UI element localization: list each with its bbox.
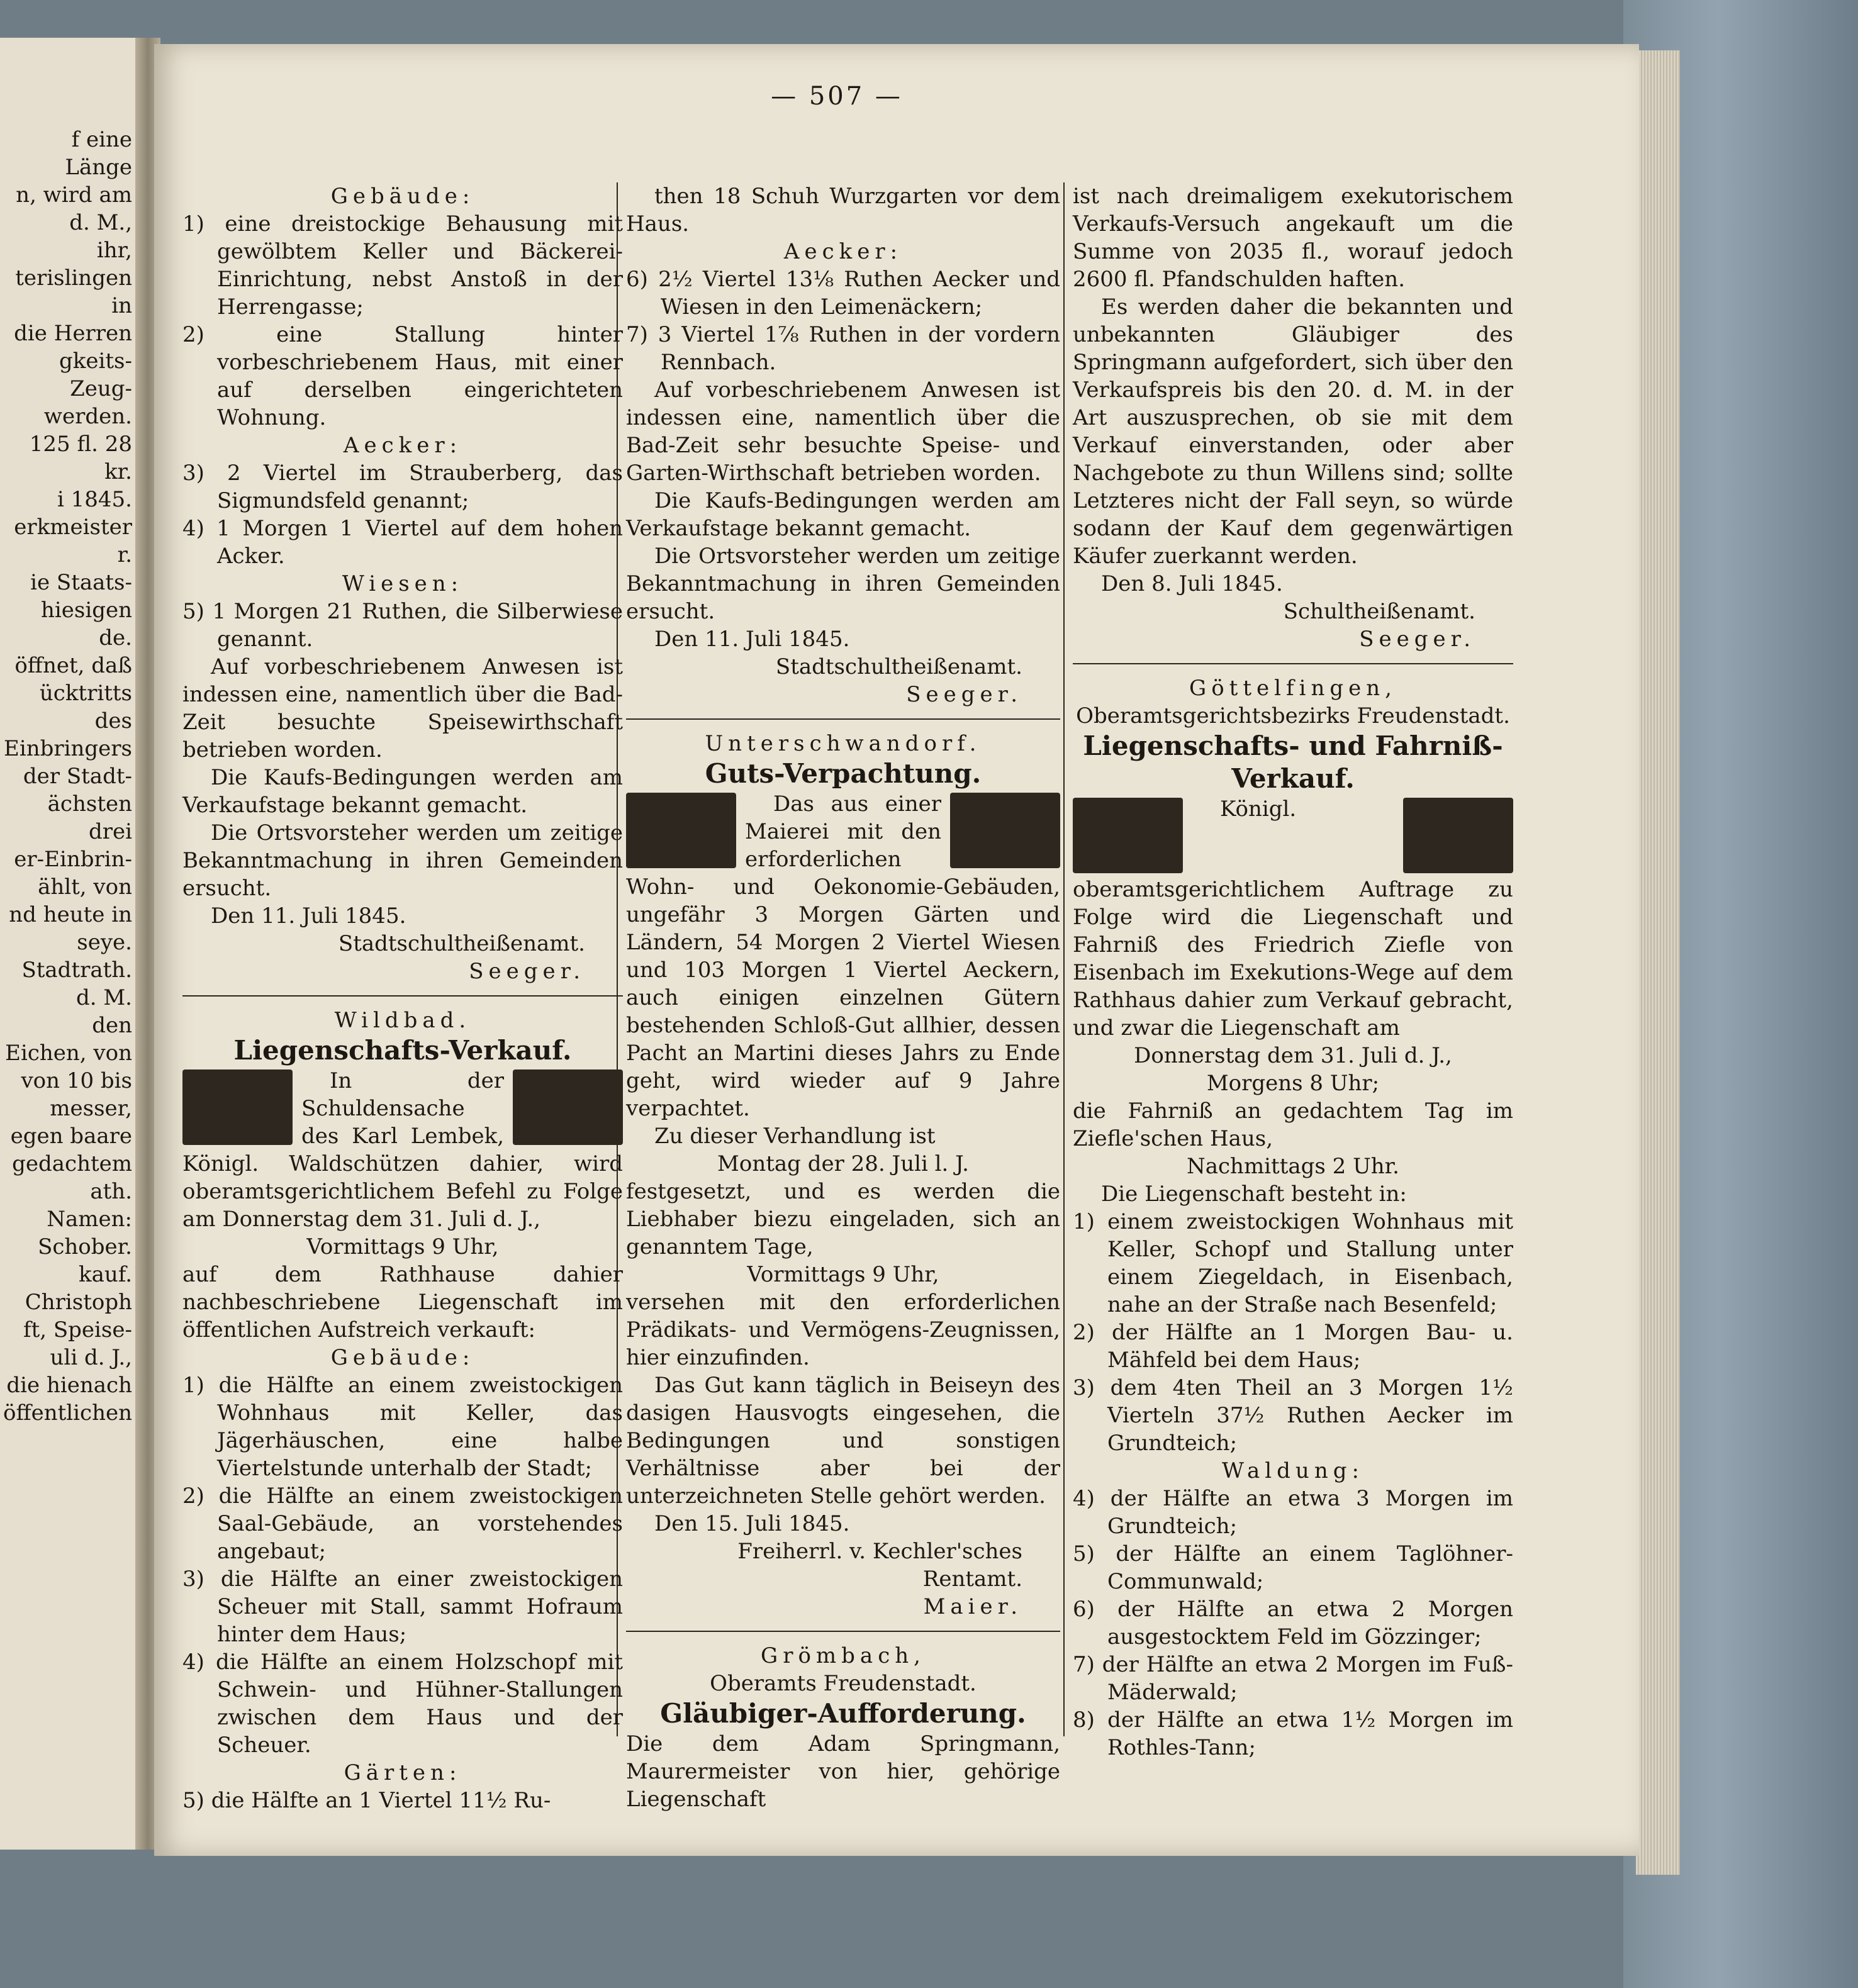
left-fragment-line: kauf. xyxy=(79,1262,132,1287)
office-line: Rentamt. xyxy=(922,1566,1022,1592)
left-fragment-line: gkeits-Zeug- xyxy=(59,349,132,401)
house-vignette xyxy=(1073,798,1183,873)
paragraph: versehen mit den erforderlichen Prädikats- und Vermögens-Zeugnissen, hier einzufinden. xyxy=(626,1290,1060,1370)
left-fragment-line: terislingen in xyxy=(15,265,132,318)
divider xyxy=(626,1631,1060,1632)
time-line: Vormittags 9 Uhr, xyxy=(306,1234,499,1259)
left-fragment-line: f eine Länge xyxy=(65,127,132,180)
divider xyxy=(1073,663,1513,664)
paragraph: then 18 Schuh Wurzgarten vor dem Haus. xyxy=(626,184,1060,237)
office-line: Stadtschultheißenamt. xyxy=(775,654,1022,679)
section-heading: Gärten: xyxy=(344,1760,462,1785)
date-line: Montag der 28. Juli l. J. xyxy=(717,1151,969,1176)
forest-vignette xyxy=(513,1069,623,1145)
left-fragment-line: von 10 bis xyxy=(21,1068,132,1093)
office-line: Freiherrl. v. Kechler'sches xyxy=(737,1539,1022,1564)
list-item: 5) 1 Morgen 21 Ruthen, die Silberwiese genannt. xyxy=(182,599,623,652)
left-fragment-line: Namen: xyxy=(47,1207,132,1232)
left-fragment-line: d. M., xyxy=(69,210,132,235)
list-item: 1) eine dreistockige Behausung mit gewölbtem Keller und Bäckerei-Einrichtung, nebst Anstoß in der Herrengasse; xyxy=(182,211,623,320)
list-item: 4) die Hälfte an einem Holzschopf mit Schwein- und Hühner-Stallungen zwischen dem Haus und der Scheuer. xyxy=(182,1650,623,1758)
date-line: Den 11. Juli 1845. xyxy=(211,903,406,929)
left-fragment-line: ächsten drei xyxy=(47,791,132,844)
paragraph: ist nach dreimaligem exekutorischem Verkaufs-Versuch angekauft um die Summe von 2035 fl., worauf jedoch 2600 fl. Pfandschulden haften. xyxy=(1073,184,1513,292)
left-fragment-line: ählt, von xyxy=(38,874,132,900)
left-fragment-line: den xyxy=(92,1013,132,1038)
left-fragment-line: ihr, xyxy=(96,238,132,263)
farm-vignette xyxy=(626,793,736,868)
time-line: Morgens 8 Uhr; xyxy=(1206,1071,1380,1096)
time-line: Vormittags 9 Uhr, xyxy=(747,1262,939,1287)
left-fragment-line: ft, Speise- xyxy=(23,1317,132,1343)
left-fragment-line: erkmeister xyxy=(14,515,132,540)
sub-heading: Oberamtsgerichtsbezirks Freudenstadt. xyxy=(1076,703,1510,729)
left-fragment-line: werden. xyxy=(43,404,132,429)
signature: Maier. xyxy=(923,1594,1022,1619)
left-fragment-line: die Herren xyxy=(14,321,132,346)
signature: Seeger. xyxy=(469,959,585,984)
page-edges xyxy=(1636,50,1680,1875)
paragraph: Die dem Adam Springmann, Maurermeister von hier, gehörige Liegenschaft xyxy=(626,1731,1060,1812)
section-heading: Waldung: xyxy=(1222,1458,1364,1483)
left-fragment-line: i 1845. xyxy=(57,487,132,512)
date-line: Den 8. Juli 1845. xyxy=(1101,571,1283,596)
list-item: 6) der Hälfte an etwa 2 Morgen ausgestocktem Feld im Gözzinger; xyxy=(1073,1597,1513,1650)
signature: Seeger. xyxy=(1359,627,1475,652)
left-fragment-line: uli d. J., xyxy=(50,1345,132,1370)
paragraph: Zu dieser Verhandlung ist xyxy=(654,1124,936,1149)
paragraph: Die Kaufs-Bedingungen werden am Verkaufstage bekannt gemacht. xyxy=(626,488,1060,541)
left-fragment-line: Stadtrath. xyxy=(21,958,132,983)
paragraph: Die Kaufs-Bedingungen werden am Verkaufstage bekannt gemacht. xyxy=(182,765,623,818)
list-item: 3) dem 4ten Theil an 3 Morgen 1½ Vierteln 37½ Ruthen Aecker im Grundteich; xyxy=(1073,1375,1513,1456)
date-line: Donnerstag dem 31. Juli d. J., xyxy=(1134,1043,1452,1068)
left-fragment-line: er-Einbrin- xyxy=(14,847,132,872)
list-item: 1) einem zweistockigen Wohnhaus mit Keller, Schopf und Stallung unter einem Ziegeldach, in Eisenbach, nahe an der Straße nach Besenfeld; xyxy=(1073,1209,1513,1317)
left-fragment-line: die hienach xyxy=(6,1373,132,1398)
notice-title: Liegenschafts-Verkauf. xyxy=(233,1035,572,1066)
left-fragment-line: gedachtem xyxy=(12,1151,132,1176)
manor-vignette xyxy=(950,793,1060,868)
list-item: 1) die Hälfte an einem zweistockigen Wohnhaus mit Keller, das Jägerhäuschen, eine halbe Viertelstunde unterhalb der Stadt; xyxy=(182,1373,623,1481)
paragraph: Die Liegenschaft besteht in: xyxy=(1101,1181,1407,1207)
left-fragment-line: n, wird am xyxy=(16,182,132,208)
left-fragment-line: Christoph xyxy=(25,1290,132,1315)
left-fragment-line: ücktritts des xyxy=(39,681,132,734)
left-fragment-line: nd heute in xyxy=(9,902,132,927)
left-fragment-line: öffnet, daß xyxy=(14,653,132,678)
paragraph: Königl. oberamtsgerichtlichem Auftrage zu Folge wird die Liegenschaft und Fahrniß des Friedrich Ziefle von Eisenbach im Exekutions-Wege auf dem Rathhaus dahier zum Verkauf gebracht, und zwar die Liegenschaft am xyxy=(1073,796,1513,1041)
left-fragment-line: ath. xyxy=(90,1179,132,1204)
notice-title: Guts-Verpachtung. xyxy=(705,758,982,789)
date-line: Den 15. Juli 1845. xyxy=(654,1511,850,1536)
divider xyxy=(182,995,623,997)
left-fragment-line: der Stadt- xyxy=(23,764,132,789)
paragraph: die Fahrniß an gedachtem Tag im Ziefle'schen Haus, xyxy=(1073,1098,1513,1151)
left-fragment-line: hiesigen xyxy=(41,598,132,623)
place-heading: Göttelfingen, xyxy=(1189,676,1397,701)
section-heading: Aecker: xyxy=(343,433,462,458)
left-fragment-line: öffentlichen xyxy=(3,1400,132,1426)
left-fragment-line: ie Staats- xyxy=(30,570,132,595)
office-line: Stadtschultheißenamt. xyxy=(338,931,585,956)
paragraph: festgesetzt, und es werden die Liebhaber biezu eingeladen, sich an genanntem Tage, xyxy=(626,1179,1060,1259)
paragraph: Das Gut kann täglich in Beiseyn des dasigen Hausvogts eingesehen, die Bedingungen und sonstigen Verhältnisse aber bei der unterzeichneten Stelle gehört werden. xyxy=(626,1373,1060,1509)
list-item: 6) 2½ Viertel 13⅛ Ruthen Aecker und Wiesen in den Leimenäckern; xyxy=(626,267,1060,320)
left-fragment-line: 125 fl. 28 kr. xyxy=(29,432,132,484)
paragraph: Das aus einer Maierei mit den erforderlichen Wohn- und Oekonomie-Gebäuden, ungefähr 3 Morgen Gärten und Ländern, 54 Morgen 2 Viertel Wiesen und 103 Morgen 1 Viertel Aeckern, auch einigen einzelnen Gütern bestehenden Schloß-Gut allhier, dessen Pacht an Martini dieses Jahrs zu Ende geht, wird wieder auf 9 Jahre verpachtet. xyxy=(626,791,1060,1121)
list-item: 5) der Hälfte an einem Taglöhner-Communwald; xyxy=(1073,1541,1513,1594)
left-fragment-line: Schober. xyxy=(38,1234,132,1259)
date-line: Den 11. Juli 1845. xyxy=(654,627,850,652)
left-fragment-line: egen baare xyxy=(10,1124,132,1149)
notice-title: Liegenschafts- und Fahrniß-Verkauf. xyxy=(1083,730,1503,794)
left-fragment-line: Einbringers xyxy=(4,736,132,761)
paragraph: In der Schuldensache des Karl Lembek, Königl. Waldschützen dahier, wird oberamtsgerichtlichem Befehl zu Folge am Donnerstag dem 31. Juli d. J., xyxy=(182,1068,623,1232)
forest-vignette xyxy=(1403,798,1513,873)
list-item: 4) 1 Morgen 1 Viertel auf dem hohen Acker. xyxy=(182,516,623,569)
office-line: Schultheißenamt. xyxy=(1283,599,1475,624)
left-page-fragment xyxy=(0,126,132,1427)
list-item: 8) der Hälfte an etwa 1½ Morgen im Rothles-Tann; xyxy=(1073,1707,1513,1760)
place-heading: Grömbach, xyxy=(761,1643,926,1668)
paragraph: Die Ortsvorsteher werden um zeitige Bekanntmachung in ihren Gemeinden ersucht. xyxy=(626,544,1060,624)
section-heading: Aecker: xyxy=(783,239,903,264)
list-item: 3) die Hälfte an einer zweistockigen Scheuer mit Stall, sammt Hofraum hinter dem Haus; xyxy=(182,1566,623,1647)
paragraph: Die Ortsvorsteher werden um zeitige Bekanntmachung in ihren Gemeinden ersucht. xyxy=(182,820,623,901)
list-item: 2) die Hälfte an einem zweistockigen Saal-Gebäude, an vorstehendes angebaut; xyxy=(182,1483,623,1564)
sub-heading: Oberamts Freudenstadt. xyxy=(710,1671,977,1696)
page-number: — 507 — xyxy=(771,82,903,111)
list-item: 2) der Hälfte an 1 Morgen Bau- u. Mähfeld bei dem Haus; xyxy=(1073,1320,1513,1373)
list-item: 2) eine Stallung hinter vorbeschriebenem Haus, mit einer auf derselben eingerichteten Wohnung. xyxy=(182,322,623,430)
list-item: 7) der Hälfte an etwa 2 Morgen im Fuß-Mäderwald; xyxy=(1073,1652,1513,1705)
list-item: 3) 2 Viertel im Strauberberg, das Sigmundsfeld genannt; xyxy=(182,461,623,513)
paragraph: auf dem Rathhause dahier nachbeschriebene Liegenschaft im öffentlichen Aufstreich verkauft: xyxy=(182,1262,623,1343)
left-fragment-line: d. M. xyxy=(76,985,132,1010)
list-item: 5) die Hälfte an 1 Viertel 11½ Ru- xyxy=(182,1788,551,1813)
column-1 xyxy=(182,182,623,1814)
left-fragment-line: r. xyxy=(117,542,132,567)
paragraph: Auf vorbeschriebenem Anwesen ist indessen eine, namentlich über die Bad-Zeit besuchte Speisewirthschaft betrieben worden. xyxy=(182,654,623,762)
section-heading: Wiesen: xyxy=(342,571,464,596)
divider xyxy=(626,718,1060,720)
left-fragment-line: de. xyxy=(99,625,132,651)
paragraph: Es werden daher die bekannten und unbekannten Gläubiger des Springmann aufgefordert, sich über den Verkaufspreis bis den 20. d. M. in der Art auszusprechen, ob sie mit dem Verkauf einverstanden, oder aber Nachgebote zu thun Willens sind; sollte Letzteres nicht der Fall seyn, so würde sodann der Kauf dem gegenwärtigen Käufer zuerkannt werden. xyxy=(1073,294,1513,569)
time-line: Nachmittags 2 Uhr. xyxy=(1186,1154,1399,1179)
column-rule xyxy=(1063,182,1065,1736)
notice-title: Gläubiger-Aufforderung. xyxy=(660,1698,1026,1729)
column-2 xyxy=(626,182,1060,1813)
signature: Seeger. xyxy=(906,682,1022,707)
section-heading: Gebäude: xyxy=(330,1345,475,1370)
place-heading: Unterschwandorf. xyxy=(705,731,982,756)
left-fragment-line: Eichen, von xyxy=(5,1041,132,1066)
house-vignette xyxy=(182,1069,293,1145)
list-item: 4) der Hälfte an etwa 3 Morgen im Grundteich; xyxy=(1073,1486,1513,1539)
list-item: 7) 3 Viertel 1⅞ Ruthen in der vordern Rennbach. xyxy=(626,322,1060,375)
column-3 xyxy=(1073,182,1513,1762)
place-heading: Wildbad. xyxy=(334,1008,471,1033)
left-fragment-line: seye. xyxy=(77,930,132,955)
section-heading: Gebäude: xyxy=(330,184,475,209)
paragraph: Auf vorbeschriebenem Anwesen ist indessen eine, namentlich über die Bad-Zeit sehr besuchte Speise- und Garten-Wirthschaft betrieben worden. xyxy=(626,377,1060,486)
left-fragment-line: messer, xyxy=(50,1096,132,1121)
